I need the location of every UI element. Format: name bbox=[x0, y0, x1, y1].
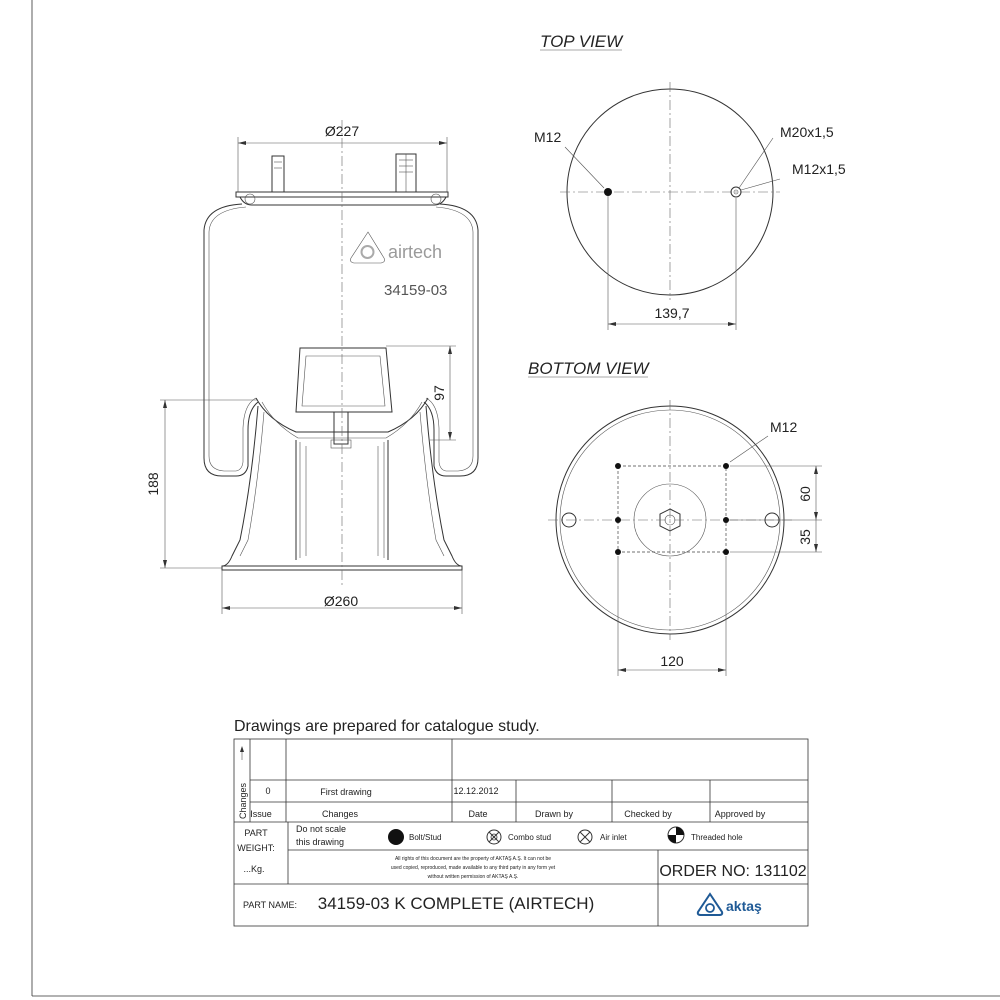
rights-line3: without written permission of AKTAŞ A.Ş. bbox=[427, 874, 519, 880]
company-name: aktaş bbox=[726, 898, 762, 914]
air-inlet-icon bbox=[578, 830, 592, 844]
header-issue: Issue bbox=[250, 809, 272, 819]
header-drawn-by: Drawn by bbox=[534, 809, 574, 819]
top-view bbox=[534, 32, 846, 330]
bolt-stud-marker bbox=[604, 188, 612, 196]
brand-text: airtech bbox=[388, 242, 443, 262]
dim-bottom-diameter: Ø260 bbox=[323, 593, 359, 609]
scale-line1: Do not scale bbox=[296, 824, 347, 834]
legend-threaded: Threaded hole bbox=[691, 833, 743, 842]
legend-combo: Combo stud bbox=[508, 833, 552, 842]
top-view-title: TOP VIEW bbox=[540, 32, 623, 51]
top-label-m12: M12 bbox=[534, 129, 562, 145]
kg-value: ...Kg. bbox=[243, 864, 265, 874]
side-view bbox=[145, 120, 478, 614]
rev-date-value: 12.12.2012 bbox=[453, 786, 499, 796]
bottom-view bbox=[528, 359, 822, 676]
bottom-dim-35: 35 bbox=[797, 529, 813, 545]
m12-hole-pattern bbox=[615, 463, 729, 555]
rev-change-value: First drawing bbox=[320, 787, 372, 797]
legend-air: Air inlet bbox=[600, 833, 627, 842]
rev-issue-value: 0 bbox=[265, 786, 271, 796]
bolt-stud-icon bbox=[388, 829, 404, 845]
header-date: Date bbox=[468, 809, 488, 819]
combo-stud-icon bbox=[487, 830, 501, 844]
part-number-mark: 34159-03 bbox=[384, 282, 448, 299]
bottom-dim-120: 120 bbox=[660, 653, 684, 669]
top-label-m20: M20x1,5 bbox=[780, 124, 834, 140]
part-weight-line1: PART bbox=[244, 828, 268, 838]
order-number: ORDER NO: 131102 bbox=[659, 863, 807, 880]
bottom-view-title: BOTTOM VIEW bbox=[528, 359, 649, 378]
part-name-value: 34159-03 K COMPLETE (AIRTECH) bbox=[317, 894, 595, 913]
airtech-logo bbox=[350, 232, 442, 263]
part-weight-line2: WEIGHT: bbox=[237, 843, 275, 853]
changes-side-label: Changes bbox=[238, 782, 248, 820]
header-changes: Changes bbox=[321, 809, 359, 819]
dim-height: 188 bbox=[145, 472, 161, 496]
header-checked-by: Checked by bbox=[624, 809, 672, 819]
top-dim-spacing: 139,7 bbox=[654, 305, 690, 321]
rights-line2: used copied, reproduced, made available to any third party in any form yet bbox=[390, 865, 556, 871]
threaded-hole-icon bbox=[668, 827, 684, 843]
scale-line2: this drawing bbox=[296, 837, 345, 847]
dim-top-diameter: Ø227 bbox=[324, 123, 360, 139]
legend-bolt: Bolt/Stud bbox=[409, 833, 442, 842]
top-label-m12x15: M12x1,5 bbox=[792, 161, 846, 177]
title-block bbox=[234, 718, 808, 926]
bottom-label-m12: M12 bbox=[770, 419, 798, 435]
header-approved-by: Approved by bbox=[714, 809, 766, 819]
aktas-logo bbox=[698, 894, 762, 915]
bottom-dim-60: 60 bbox=[797, 486, 813, 502]
rights-line1: All rights of this document are the property of AKTAŞ A.Ş. It can not be bbox=[394, 856, 552, 862]
catalogue-note: Drawings are prepared for catalogue study. bbox=[234, 718, 540, 735]
part-name-label: PART NAME: bbox=[243, 900, 298, 910]
dim-piston: 97 bbox=[431, 385, 447, 401]
